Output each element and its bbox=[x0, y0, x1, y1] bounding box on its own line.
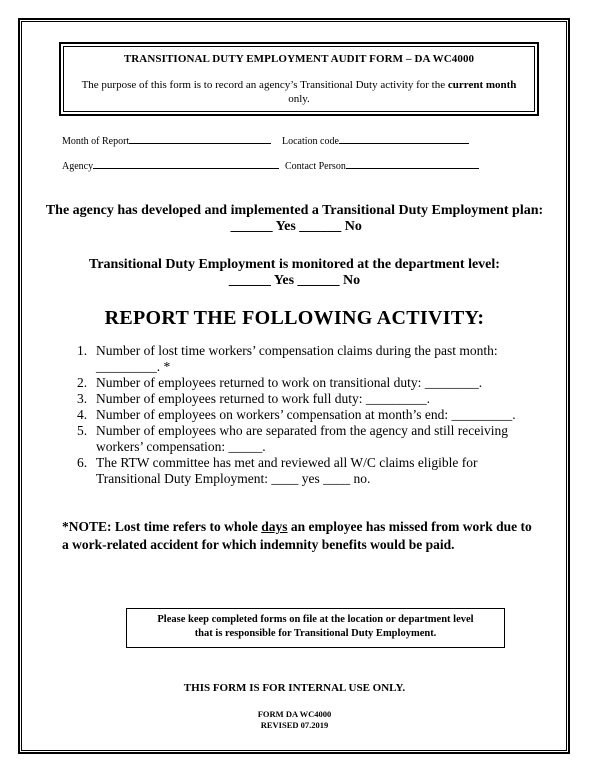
plan-statement: The agency has developed and implemented a Transitional Duty Employment plan: ______ Yes ______ No bbox=[45, 203, 544, 234]
monitored-statement: Transitional Duty Employment is monitored at the department level: ______ Yes ______ No bbox=[89, 257, 500, 288]
month-of-report-field[interactable] bbox=[62, 134, 271, 147]
purpose-prefix: The purpose of this form is to record an agency’s Transitional Duty activity for the bbox=[81, 79, 448, 91]
activity-item-number: 3. bbox=[77, 391, 88, 406]
activity-item-text[interactable]: The RTW committee has met and reviewed all W/C claims eligible for Transitional Duty Employment: ____ yes ____ no. bbox=[96, 455, 478, 486]
activity-item-number: 2. bbox=[77, 375, 88, 390]
report-title: REPORT THE FOLLOWING ACTIVITY: bbox=[104, 307, 485, 329]
monitored-no[interactable]: No bbox=[343, 273, 361, 288]
agency-line[interactable] bbox=[93, 159, 279, 169]
location-code-line[interactable] bbox=[339, 134, 469, 144]
plan-yes[interactable]: Yes bbox=[275, 219, 296, 234]
monitored-text: Transitional Duty Employment is monitored at the department level: bbox=[89, 257, 500, 272]
location-code-field[interactable] bbox=[282, 134, 469, 147]
keep-notice-line2: that is responsible for Transitional Duty Employment. bbox=[194, 628, 437, 639]
lost-time-note bbox=[62, 518, 532, 554]
form-title: TRANSITIONAL DUTY EMPLOYMENT AUDIT FORM – DA WC4000 bbox=[123, 53, 475, 65]
activity-item bbox=[77, 391, 532, 407]
keep-notice-line1: Please keep completed forms on file at the location or department level bbox=[157, 614, 474, 625]
form-revised: REVISED 07.2019 bbox=[260, 720, 329, 730]
activity-item-text[interactable]: Number of employees on workers’ compensation at month’s end: _________. bbox=[96, 407, 516, 422]
keep-forms-notice bbox=[126, 608, 505, 648]
activity-item bbox=[77, 343, 532, 375]
activity-list bbox=[77, 343, 532, 487]
month-of-report-label: Month of Report bbox=[62, 136, 130, 147]
activity-item-number: 5. bbox=[77, 423, 88, 438]
activity-item-number: 4. bbox=[77, 407, 88, 422]
note-underlined: days bbox=[261, 519, 288, 534]
activity-item-number: 6. bbox=[77, 455, 88, 470]
contact-person-field[interactable] bbox=[285, 159, 479, 172]
activity-item-text[interactable]: Number of employees returned to work on transitional duty: ________. bbox=[96, 375, 483, 390]
note-suffix: an employee has missed from work due to a work-related accident for which indemnity benefits would be paid. bbox=[62, 519, 532, 552]
contact-person-line[interactable] bbox=[346, 159, 479, 169]
contact-person-label: Contact Person bbox=[285, 161, 346, 172]
activity-item-number: 1. bbox=[77, 343, 88, 358]
note-prefix: *NOTE: Lost time refers to whole bbox=[62, 519, 262, 534]
internal-use-notice: THIS FORM IS FOR INTERNAL USE ONLY. bbox=[183, 682, 406, 694]
form-identifier bbox=[40, 709, 549, 731]
agency-label: Agency bbox=[62, 161, 94, 172]
month-of-report-line[interactable] bbox=[129, 134, 271, 144]
purpose-suffix: only. bbox=[288, 93, 310, 105]
plan-no[interactable]: No bbox=[344, 219, 362, 234]
activity-item bbox=[77, 375, 532, 391]
activity-item-text[interactable]: Number of employees who are separated from the agency and still receiving workers’ compensation: _____. bbox=[96, 423, 508, 454]
plan-text: The agency has developed and implemented a Transitional Duty Employment plan: bbox=[45, 203, 544, 218]
monitored-yes[interactable]: Yes bbox=[273, 273, 295, 288]
activity-item bbox=[77, 423, 532, 455]
form-purpose bbox=[75, 78, 523, 106]
location-code-label: Location code bbox=[282, 136, 339, 147]
form-number: FORM DA WC4000 bbox=[257, 709, 332, 719]
activity-item bbox=[77, 455, 532, 487]
agency-field[interactable] bbox=[62, 159, 279, 172]
activity-item-text[interactable]: Number of employees returned to work full duty: _________. bbox=[96, 391, 431, 406]
activity-item bbox=[77, 407, 532, 423]
purpose-bold: current month bbox=[447, 79, 517, 91]
activity-item-text[interactable]: Number of lost time workers’ compensation claims during the past month: _________. * bbox=[96, 343, 498, 374]
